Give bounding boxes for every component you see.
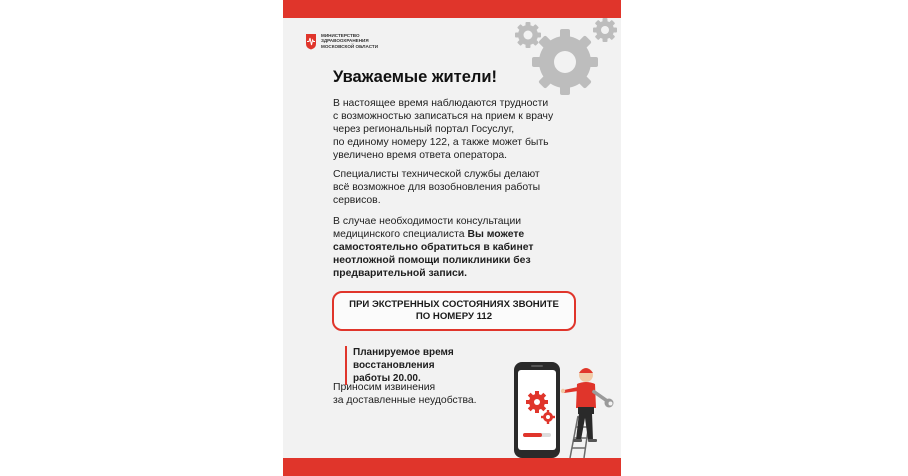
poster: [283, 0, 621, 476]
text-line: сервисов.: [333, 195, 381, 206]
text-line: Специалисты технической службы делают: [333, 169, 540, 180]
ministry-line: МОСКОВСКОЙ ОБЛАСТИ: [321, 43, 379, 49]
emblem-heartbeat-icon: [305, 33, 317, 50]
repairman-phone-illustration: [508, 360, 618, 462]
text-segment: медицинского специалиста: [333, 229, 465, 240]
text-segment-bold: Вы можете: [467, 229, 525, 240]
ministry-line: ЗДРАВООХРАНЕНИЯ: [321, 38, 369, 44]
text-line: с возможностью записаться на прием к врачу: [333, 111, 554, 122]
text-line: предварительной записи.: [333, 268, 468, 279]
text-line: работы 20.00.: [353, 373, 421, 384]
text-line: [333, 228, 593, 241]
text-line: по единому номеру 122, а также может быть: [333, 137, 549, 148]
paragraph-difficulties: [333, 97, 593, 162]
text-line: всё возможное для возобновления работы: [333, 182, 541, 193]
apology-text: [333, 381, 503, 407]
text-line: неотложной помощи поликлиники без: [333, 255, 531, 266]
paragraph-consultation: [333, 215, 593, 280]
ministry-logo: [305, 33, 411, 50]
text-line: В случае необходимости консультации: [333, 216, 522, 227]
paragraph-specialists: [333, 168, 593, 207]
text-line: через региональный портал Госуслуг,: [333, 124, 515, 135]
text-line: Приносим извинения: [333, 382, 436, 393]
text-line: самостоятельно обратиться в кабинет: [333, 242, 534, 253]
emergency-notice: [332, 291, 576, 331]
text-line: Планируемое время восстановления: [353, 347, 454, 371]
emergency-line: ПО НОМЕРУ 112: [415, 311, 493, 322]
gears-icon: [509, 16, 617, 100]
ministry-line: МИНИСТЕРСТВО: [321, 33, 360, 38]
text-line: увеличено время ответа оператора.: [333, 150, 508, 161]
text-line: В настоящее время наблюдаются трудности: [333, 98, 549, 109]
ministry-name: [321, 33, 411, 49]
restore-time-note: [345, 346, 523, 385]
page-title: Уважаемые жители!: [333, 68, 498, 86]
bottom-red-bar: [283, 458, 621, 476]
emergency-line: ПРИ ЭКСТРЕННЫХ СОСТОЯНИЯХ ЗВОНИТЕ: [349, 299, 559, 310]
text-line: за доставленные неудобства.: [333, 395, 477, 406]
